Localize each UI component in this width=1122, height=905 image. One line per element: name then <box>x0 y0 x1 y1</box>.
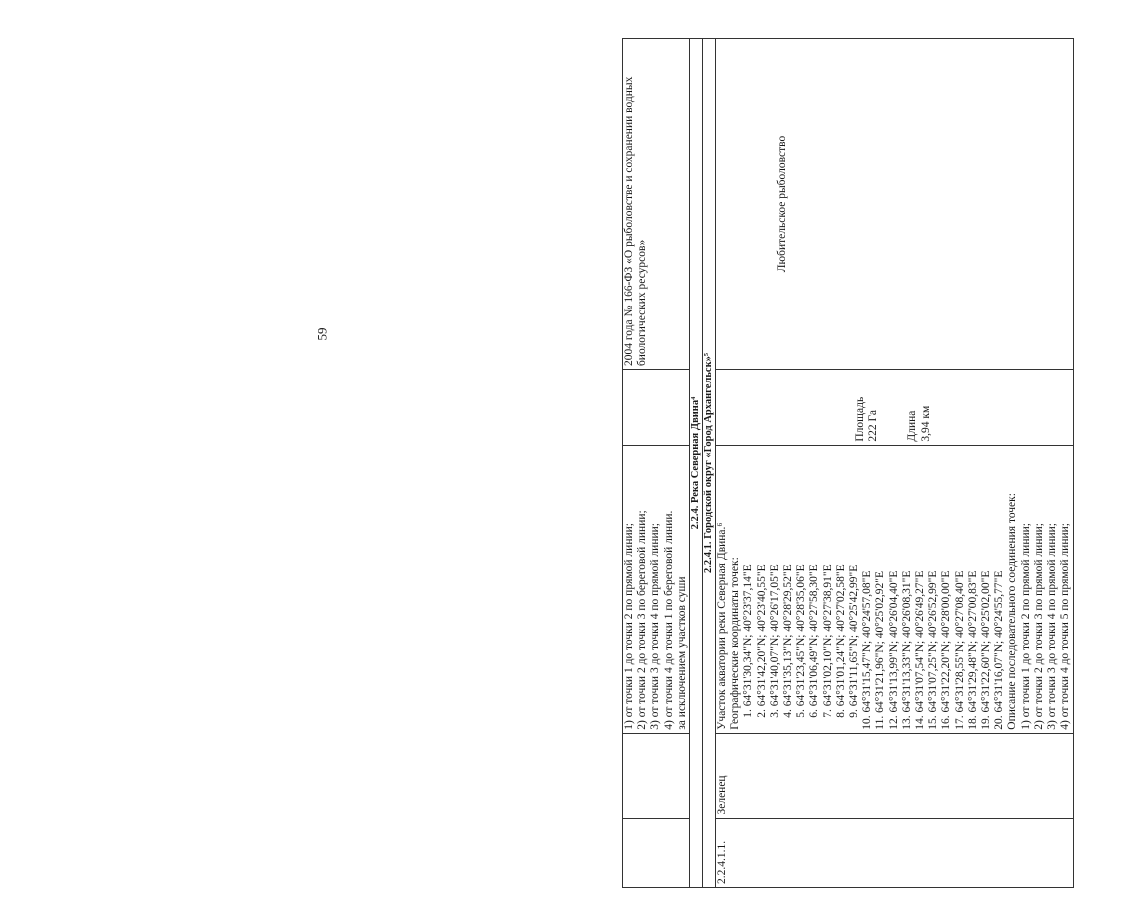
rotated-page-content <box>622 38 1122 888</box>
connection-title: Описание последовательного соединения точек: <box>1006 493 1019 730</box>
coordinate-point: 7. 64°31'02,10"N; 40°27'38,91"E <box>821 564 834 718</box>
coordinate-point: 17. 64°31'28,55"N; 40°27'08,40"E <box>953 570 966 730</box>
usage-type: Любительское рыболовство <box>716 39 1073 370</box>
top-line: за исключением участков суши <box>675 576 688 730</box>
cell-empty-1 <box>623 818 690 887</box>
table-row-zelenets <box>716 39 1073 888</box>
coordinate-point: 9. 64°31'11,65"N; 40°25'42,99"E <box>848 564 861 718</box>
coordinate-point: 5. 64°31'23,45"N; 40°28'35,06"E <box>795 564 808 718</box>
length-label: Длина <box>906 410 919 442</box>
row-number: 2.2.4.1.1. <box>716 818 1073 887</box>
coordinate-point: 18. 64°31'29,48"N; 40°27'00,83"E <box>966 570 979 730</box>
coordinate-point: 3. 64°31'40,07"N; 40°26'17,05"E <box>768 564 781 718</box>
cell-empty-2 <box>623 733 690 818</box>
connection-line: 1) от точки 1 до точки 2 по прямой линии; <box>1019 523 1032 730</box>
connection-line: 4) от точки 4 до точки 5 по прямой линии; <box>1059 523 1072 730</box>
area-label: Площадь <box>854 396 867 442</box>
coordinate-point: 4. 64°31'35,13"N; 40°28'29,52"E <box>782 564 795 718</box>
top-line: 3) от точки 3 до точки 4 по прямой линии; <box>649 523 662 730</box>
area-size-cell <box>716 370 1073 446</box>
coordinate-point: 14. 64°31'07,54"N; 40°26'49,27"E <box>914 570 927 730</box>
page-number: 59 <box>314 327 330 341</box>
top-line: 4) от точки 4 до точки 1 по береговой линии. <box>662 510 675 730</box>
section-header: 2.2.4. Река Северная Двина⁴ <box>690 39 703 888</box>
coordinate-point: 20. 64°31'16,07"N; 40°24'55,77"E <box>993 570 1006 730</box>
coordinate-point: 16. 64°31'22,20"N; 40°28'00,00"E <box>940 570 953 730</box>
area-value: 222 Га <box>867 410 880 442</box>
subsection-header: 2.2.4.1. Городской округ «Город Архангельск»⁵ <box>703 39 716 888</box>
connection-line: 2) от точки 2 до точки 3 по прямой линии; <box>1032 523 1045 730</box>
coordinate-point: 11. 64°31'21,96"N; 40°25'02,92"E <box>874 571 887 730</box>
section-header-row <box>690 39 703 888</box>
coordinate-point: 19. 64°31'22,60"N; 40°25'02,00"E <box>980 570 993 730</box>
coordinate-point: 1. 64°31'30,34"N; 40°23'37,14"E <box>742 564 755 718</box>
coordinate-point: 13. 64°31'13,33"N; 40°26'08,31"E <box>900 570 913 730</box>
length-value: 3,94 км <box>919 405 932 442</box>
top-line: 2) от точки 2 до точки 3 по береговой линии; <box>636 510 649 730</box>
area-description <box>716 445 1073 733</box>
fishing-areas-table <box>622 38 1074 888</box>
cell-top-description <box>623 445 690 733</box>
coordinate-point: 15. 64°31'07,25"N; 40°26'52,99"E <box>927 570 940 730</box>
coordinate-point: 12. 64°31'13,99"N; 40°26'04,40"E <box>887 570 900 730</box>
table-row-top <box>623 39 690 888</box>
connection-line: 3) от точки 3 до точки 4 по прямой линии; <box>1046 523 1059 730</box>
cell-empty-3 <box>623 370 690 446</box>
coordinate-point: 6. 64°31'06,49"N; 40°27'58,30"E <box>808 564 821 718</box>
top-line: 1) от точки 1 до точки 2 по прямой линии; <box>623 523 635 730</box>
intro-line: Географические координаты точек: <box>729 557 742 730</box>
coordinate-point: 8. 64°31'01,24"N; 40°27'02,58"E <box>834 564 847 718</box>
coordinate-point: 2. 64°31'42,20"N; 40°23'40,55"E <box>755 564 768 718</box>
subsection-header-row <box>703 39 716 888</box>
coordinate-point: 10. 64°31'15,47"N; 40°24'57,08"E <box>861 570 874 730</box>
intro-line: Участок акватории реки Северная Двина.⁶ <box>716 522 729 730</box>
area-name: Зеленец <box>716 733 1073 818</box>
cell-law-reference: 2004 года № 166-ФЗ «О рыболовстве и сохранении водных биологических ресурсов» <box>623 39 690 370</box>
coordinates-list <box>742 449 861 730</box>
